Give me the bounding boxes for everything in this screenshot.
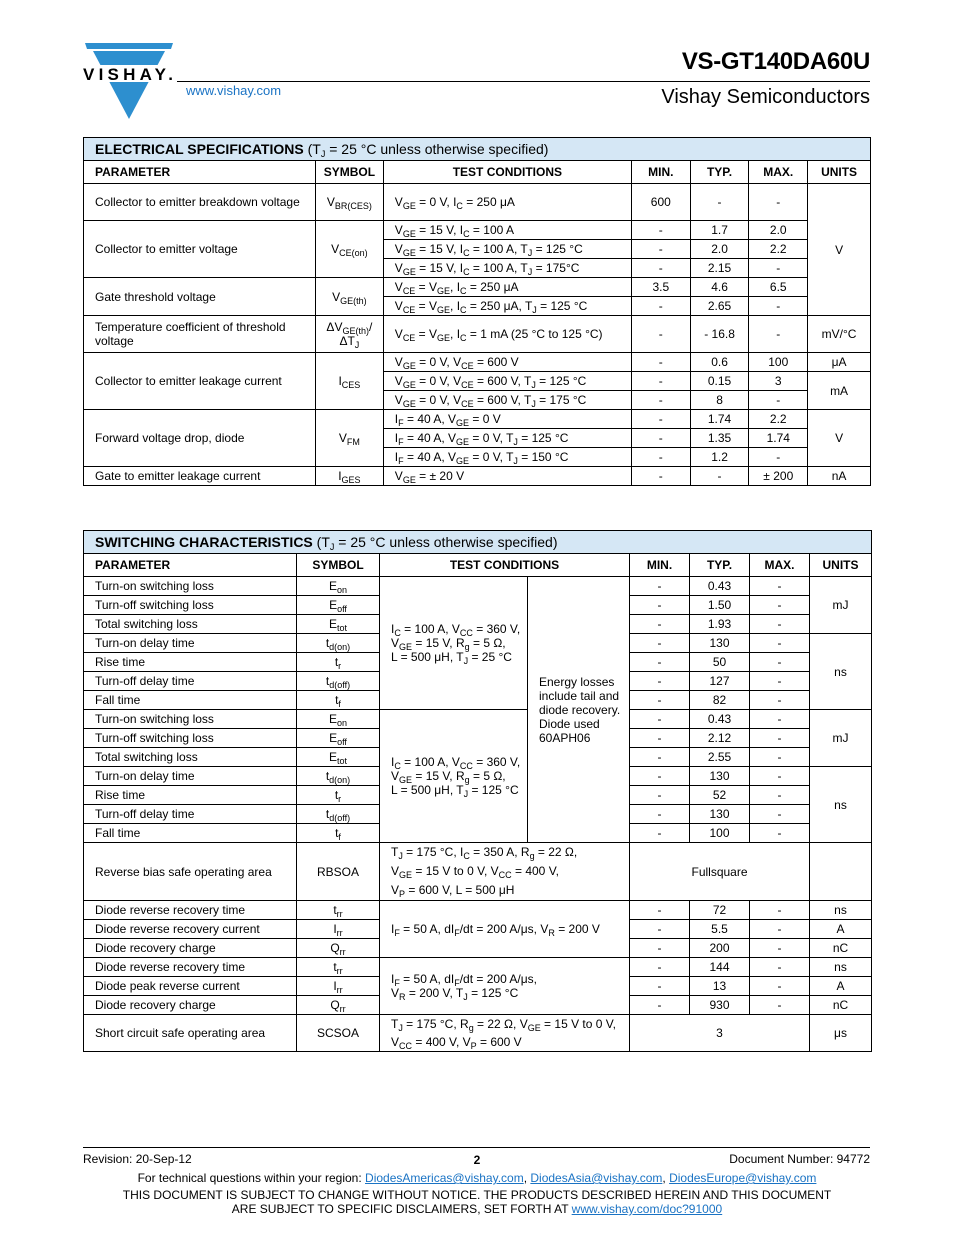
typ-cell: 5.5 <box>690 920 750 939</box>
min-cell: - <box>630 634 690 653</box>
min-cell: - <box>631 240 690 259</box>
max-cell: - <box>750 977 810 996</box>
symbol-cell: $I_{rr}$ <box>297 920 380 939</box>
units-cell: A <box>810 920 872 939</box>
typ-cell: 130 <box>690 767 750 786</box>
max-cell: - <box>749 184 808 221</box>
test-condition-cell: $V_{GE} = 15$ V, $I_C = 100$ A <box>383 221 631 240</box>
logo-text: VISHAY. <box>83 65 173 84</box>
units-cell <box>810 843 872 901</box>
test-condition-cell: $I_F = 40$ A, $V_{GE} = 0$ V, $T_J = 125$ °C <box>383 429 631 448</box>
typ-cell: 0.6 <box>690 353 749 372</box>
document-number: Document Number: 94772 <box>729 1152 870 1166</box>
table-row <box>84 843 872 901</box>
col-header-parameter: PARAMETER <box>84 161 316 184</box>
test-condition-cell: $V_{GE} = 0$ V, $V_{CE} = 600$ V, $T_J = 125$ °C <box>383 372 631 391</box>
min-cell: - <box>630 977 690 996</box>
min-cell: - <box>631 410 690 429</box>
parameter-cell: Diode reverse recovery current <box>84 920 297 939</box>
col-header-typ: TYP. <box>690 161 749 184</box>
symbol-cell: $t_r$ <box>297 786 380 805</box>
col-header-symbol: SYMBOL <box>297 554 380 577</box>
min-cell: - <box>631 372 690 391</box>
symbol-cell: $t_f$ <box>297 824 380 843</box>
symbol-cell: $t_{rr}$ <box>297 901 380 920</box>
parameter-cell: Total switching loss <box>84 748 297 767</box>
units-cell: ns <box>810 767 872 843</box>
max-cell: 1.74 <box>749 429 808 448</box>
parameter-cell: Gate to emitter leakage current <box>84 467 316 486</box>
typ-cell: 0.43 <box>690 577 750 596</box>
max-cell: - <box>750 729 810 748</box>
table-row <box>84 410 871 429</box>
min-cell: - <box>630 653 690 672</box>
typ-cell: 1.93 <box>690 615 750 634</box>
typ-cell: - <box>690 467 749 486</box>
max-cell: - <box>750 577 810 596</box>
parameter-cell: Turn-off switching loss <box>84 596 297 615</box>
electrical-header: ELECTRICAL SPECIFICATIONS ($T_J = 25$ °C unless otherwise specified) <box>84 138 871 161</box>
symbol-cell: $\Delta V_{GE(th)}/\Delta T_J$ <box>315 316 383 353</box>
parameter-cell: Turn-on delay time <box>84 767 297 786</box>
parameter-cell: Diode reverse recovery time <box>84 901 297 920</box>
parameter-cell: Turn-off delay time <box>84 805 297 824</box>
min-cell: 600 <box>631 184 690 221</box>
max-cell: - <box>750 920 810 939</box>
min-cell: - <box>631 448 690 467</box>
typ-cell: 130 <box>690 805 750 824</box>
units-cell: ns <box>810 634 872 710</box>
parameter-cell: Total switching loss <box>84 615 297 634</box>
max-cell: - <box>750 767 810 786</box>
col-header-testconditions: TEST CONDITIONS <box>380 554 630 577</box>
symbol-cell: $t_f$ <box>297 691 380 710</box>
typ-cell: 144 <box>690 958 750 977</box>
parameter-cell: Fall time <box>84 824 297 843</box>
value-cell: Fullsquare <box>630 843 810 901</box>
symbol-cell: $E_{tot}$ <box>297 748 380 767</box>
max-cell: 3 <box>749 372 808 391</box>
units-cell: μA <box>808 353 871 372</box>
typ-cell: 130 <box>690 634 750 653</box>
test-condition-cell: $T_J = 175$ °C, $R_g = 22$ Ω, $V_{GE} = 15$ V to 0 V, $V_{CC} = 400$ V, $V_P = 600$ V <box>380 1015 630 1052</box>
symbol-cell: $I_{GES}$ <box>315 467 383 486</box>
units-cell: V <box>808 184 871 316</box>
parameter-cell: Collector to emitter voltage <box>84 221 316 278</box>
symbol-cell: $t_r$ <box>297 653 380 672</box>
disclaimer-line-1: THIS DOCUMENT IS SUBJECT TO CHANGE WITHOUT NOTICE. THE PRODUCTS DESCRIBED HEREIN AND THIS DOCUMENT <box>122 1188 832 1202</box>
typ-cell: 0.43 <box>690 710 750 729</box>
parameter-cell: Temperature coefficient of threshold voltage <box>84 316 316 353</box>
column-headers <box>84 161 871 184</box>
min-cell: - <box>630 691 690 710</box>
table-row <box>84 316 871 353</box>
parameter-cell: Turn-on switching loss <box>84 577 297 596</box>
table-row <box>84 710 872 729</box>
max-cell: - <box>750 958 810 977</box>
typ-cell: 72 <box>690 901 750 920</box>
test-condition-cell: $I_F = 40$ A, $V_{GE} = 0$ V, $T_J = 150$ °C <box>383 448 631 467</box>
symbol-cell: $E_{off}$ <box>297 729 380 748</box>
min-cell: - <box>630 596 690 615</box>
max-cell: - <box>750 824 810 843</box>
test-condition-cell: $V_{CE} = V_{GE}$, $I_C = 250$ μA <box>383 278 631 297</box>
parameter-cell: Turn-on switching loss <box>84 710 297 729</box>
min-cell: - <box>631 259 690 278</box>
test-condition-cell: $I_C = 100$ A, $V_{CC} = 360$ V, $V_{GE} = 15$ V, $R_g = 5$ Ω, L = 500 μH, $T_J = 25$ °C <box>380 577 528 710</box>
test-condition-cell: $V_{GE} = 0$ V, $I_C = 250$ μA <box>383 184 631 221</box>
col-header-units: UNITS <box>808 161 871 184</box>
parameter-cell: Forward voltage drop, diode <box>84 410 316 467</box>
test-condition-cell: $V_{CE} = V_{GE}$, $I_C = 1$ mA (25 °C to 125 °C) <box>383 316 631 353</box>
typ-cell: 1.50 <box>690 596 750 615</box>
typ-cell: - <box>690 184 749 221</box>
part-number: VS-GT140DA60U <box>681 48 870 75</box>
parameter-cell: Collector to emitter leakage current <box>84 353 316 410</box>
symbol-cell: $t_{d(on)}$ <box>297 767 380 786</box>
email-americas[interactable]: DiodesAmericas@vishay.com <box>365 1171 524 1185</box>
parameter-cell: Short circuit safe operating area <box>84 1015 297 1052</box>
parameter-cell: Diode peak reverse current <box>84 977 297 996</box>
symbol-cell: $Q_{rr}$ <box>297 939 380 958</box>
parameter-cell: Diode recovery charge <box>84 996 297 1015</box>
symbol-cell: $I_{rr}$ <box>297 977 380 996</box>
parameter-cell: Diode reverse recovery time <box>84 958 297 977</box>
max-cell: - <box>750 996 810 1015</box>
typ-cell: 2.0 <box>690 240 749 259</box>
units-cell: mJ <box>810 710 872 767</box>
max-cell: - <box>750 653 810 672</box>
min-cell: - <box>630 577 690 596</box>
typ-cell: 2.12 <box>690 729 750 748</box>
max-cell: - <box>750 596 810 615</box>
parameter-cell: Reverse bias safe operating area <box>84 843 297 901</box>
units-cell: μs <box>810 1015 872 1052</box>
max-cell: - <box>750 691 810 710</box>
max-cell: - <box>749 297 808 316</box>
min-cell: - <box>631 429 690 448</box>
typ-cell: 2.15 <box>690 259 749 278</box>
typ-cell: 1.74 <box>690 410 749 429</box>
min-cell: - <box>630 805 690 824</box>
max-cell: - <box>750 634 810 653</box>
min-cell: - <box>630 958 690 977</box>
test-condition-cell: $I_F = 40$ A, $V_{GE} = 0$ V <box>383 410 631 429</box>
min-cell: - <box>630 615 690 634</box>
table-row <box>84 467 871 486</box>
max-cell: 6.5 <box>749 278 808 297</box>
min-cell: - <box>631 297 690 316</box>
max-cell: - <box>749 259 808 278</box>
typ-cell: 200 <box>690 939 750 958</box>
min-cell: - <box>630 710 690 729</box>
test-condition-cell: $V_{GE} = 15$ V, $I_C = 100$ A, $T_J = 175^\circ C$ <box>383 259 631 278</box>
typ-cell: 2.65 <box>690 297 749 316</box>
parameter-cell: Turn-off switching loss <box>84 729 297 748</box>
col-header-max: MAX. <box>749 161 808 184</box>
symbol-cell: $I_{CES}$ <box>315 353 383 410</box>
typ-cell: 82 <box>690 691 750 710</box>
max-cell: - <box>750 748 810 767</box>
symbol-cell: $V_{FM}$ <box>315 410 383 467</box>
disclaimer-link[interactable]: www.vishay.com/doc?91000 <box>571 1202 723 1216</box>
test-condition-cell: $V_{GE} = 0$ V, $V_{CE} = 600$ V <box>383 353 631 372</box>
parameter-cell: Fall time <box>84 691 297 710</box>
parameter-cell: Diode recovery charge <box>84 939 297 958</box>
typ-cell: 930 <box>690 996 750 1015</box>
parameter-cell: Rise time <box>84 786 297 805</box>
test-condition-cell: $I_C = 100$ A, $V_{CC} = 360$ V, $V_{GE} = 15$ V, $R_g = 5$ Ω, L = 500 μH, $T_J = 125$ °C <box>380 710 528 843</box>
col-header-max: MAX. <box>750 554 810 577</box>
max-cell: 2.2 <box>749 410 808 429</box>
symbol-cell: $V_{GE(th)}$ <box>315 278 383 316</box>
units-cell: nA <box>808 467 871 486</box>
table-row <box>84 184 871 221</box>
typ-cell: 8 <box>690 391 749 410</box>
units-cell: A <box>810 977 872 996</box>
min-cell: - <box>631 353 690 372</box>
table-row <box>84 1015 872 1052</box>
min-cell: - <box>630 920 690 939</box>
min-cell: - <box>630 786 690 805</box>
energy-note-cell: Energy losses include tail and diode recovery. Diode used 60APH06 <box>528 577 630 843</box>
min-cell: - <box>630 729 690 748</box>
units-cell: nC <box>810 996 872 1015</box>
col-header-typ: TYP. <box>690 554 750 577</box>
revision: Revision: 20-Sep-12 <box>83 1152 192 1166</box>
electrical-specifications-table <box>83 137 871 486</box>
symbol-cell: $V_{CE(on)}$ <box>315 221 383 278</box>
col-header-min: MIN. <box>630 554 690 577</box>
col-header-min: MIN. <box>631 161 690 184</box>
switching-header: SWITCHING CHARACTERISTICS ($T_J = 25$ °C unless otherwise specified) <box>84 531 872 554</box>
typ-cell: 13 <box>690 977 750 996</box>
company-name: Vishay Semiconductors <box>661 86 870 108</box>
max-cell: - <box>750 805 810 824</box>
page-number: 2 <box>473 1153 481 1167</box>
parameter-cell: Gate threshold voltage <box>84 278 316 316</box>
disclaimer-line-2: ARE SUBJECT TO SPECIFIC DISCLAIMERS, SET FORTH AT www.vishay.com/doc?91000 <box>231 1202 723 1216</box>
symbol-cell: $E_{on}$ <box>297 577 380 596</box>
test-condition-cell: $I_F = 50$ A, $dI_F/dt = 200$ A/μs, $V_R = 200$ V <box>380 901 630 958</box>
min-cell: - <box>631 316 690 353</box>
test-condition-cell: $T_J = 175$ °C, $I_C = 350$ A, $R_g = 22$ Ω, $V_{GE} = 15$ V to 0 V, $V_{CC} = 400$ V, $V_P = 600$ V, L = 500 μH <box>380 843 630 901</box>
min-cell: 3.5 <box>631 278 690 297</box>
symbol-cell: $V_{BR(CES)}$ <box>315 184 383 221</box>
table-row <box>84 958 872 977</box>
units-cell: ns <box>810 958 872 977</box>
typ-cell: 1.2 <box>690 448 749 467</box>
parameter-cell: Turn-off delay time <box>84 672 297 691</box>
typ-cell: 52 <box>690 786 750 805</box>
min-cell: - <box>630 939 690 958</box>
max-cell: - <box>750 672 810 691</box>
units-cell: ns <box>810 901 872 920</box>
units-cell: mJ <box>810 577 872 634</box>
email-asia[interactable]: DiodesAsia@vishay.com <box>530 1171 663 1185</box>
max-cell: ± 200 <box>749 467 808 486</box>
vishay-logo <box>83 43 175 119</box>
typ-cell: 2.55 <box>690 748 750 767</box>
min-cell: - <box>630 824 690 843</box>
max-cell: 2.2 <box>749 240 808 259</box>
min-cell: - <box>630 996 690 1015</box>
typ-cell: 0.15 <box>690 372 749 391</box>
typ-cell: 50 <box>690 653 750 672</box>
parameter-cell: Turn-on delay time <box>84 634 297 653</box>
max-cell: - <box>749 391 808 410</box>
min-cell: - <box>630 748 690 767</box>
typ-cell: - 16.8 <box>690 316 749 353</box>
col-header-symbol: SYMBOL <box>315 161 383 184</box>
switching-characteristics-table <box>83 530 872 1052</box>
test-condition-cell: $V_{GE}$ = ± 20 V <box>383 467 631 486</box>
min-cell: - <box>630 901 690 920</box>
min-cell: - <box>630 672 690 691</box>
table-row <box>84 221 871 240</box>
col-header-parameter: PARAMETER <box>84 554 297 577</box>
technical-questions: For technical questions within your region: DiodesAmericas@vishay.com, DiodesAsia@vishay.com, DiodesEurope@vishay.com <box>137 1171 817 1185</box>
units-cell: mV/°C <box>808 316 871 353</box>
email-europe[interactable]: DiodesEurope@vishay.com <box>669 1171 817 1185</box>
typ-cell: 100 <box>690 824 750 843</box>
test-condition-cell: $V_{CE} = V_{GE}$, $I_C = 250$ μA, $T_J = 125$ °C <box>383 297 631 316</box>
max-cell: 2.0 <box>749 221 808 240</box>
symbol-cell: $E_{on}$ <box>297 710 380 729</box>
typ-cell: 1.7 <box>690 221 749 240</box>
test-condition-cell: $I_F = 50$ A, $dI_F/dt = 200$ A/μs, $V_R = 200$ V, $T_J = 125$ °C <box>380 958 630 1015</box>
parameter-cell: Collector to emitter breakdown voltage <box>84 184 316 221</box>
max-cell: - <box>750 786 810 805</box>
min-cell: - <box>631 221 690 240</box>
col-header-testconditions: TEST CONDITIONS <box>383 161 631 184</box>
max-cell: - <box>750 939 810 958</box>
typ-cell: 4.6 <box>690 278 749 297</box>
min-cell: - <box>630 767 690 786</box>
footer-rule <box>83 1147 870 1148</box>
min-cell: - <box>631 391 690 410</box>
symbol-cell: $E_{off}$ <box>297 596 380 615</box>
symbol-cell: $Q_{rr}$ <box>297 996 380 1015</box>
website-link[interactable]: www.vishay.com <box>186 83 282 98</box>
typ-cell: 1.35 <box>690 429 749 448</box>
max-cell: 100 <box>749 353 808 372</box>
symbol-cell: $t_{rr}$ <box>297 958 380 977</box>
typ-cell: 127 <box>690 672 750 691</box>
max-cell: - <box>749 316 808 353</box>
symbol-cell: RBSOA <box>297 843 380 901</box>
parameter-cell: Rise time <box>84 653 297 672</box>
units-cell: mA <box>808 372 871 410</box>
table-row <box>84 577 872 596</box>
symbol-cell: SCSOA <box>297 1015 380 1052</box>
test-condition-cell: $V_{GE} = 15$ V, $I_C = 100$ A, $T_J = 125$ °C <box>383 240 631 259</box>
max-cell: - <box>750 615 810 634</box>
value-cell: 3 <box>630 1015 810 1052</box>
units-cell: nC <box>810 939 872 958</box>
symbol-cell: $E_{tot}$ <box>297 615 380 634</box>
symbol-cell: $t_{d(off)}$ <box>297 805 380 824</box>
test-condition-cell: $V_{GE} = 0$ V, $V_{CE} = 600$ V, $T_J = 175$ °C <box>383 391 631 410</box>
table-row <box>84 278 871 297</box>
min-cell: - <box>631 467 690 486</box>
max-cell: - <box>749 448 808 467</box>
max-cell: - <box>750 710 810 729</box>
column-headers <box>84 554 872 577</box>
max-cell: - <box>750 901 810 920</box>
col-header-units: UNITS <box>810 554 872 577</box>
units-cell: V <box>808 410 871 467</box>
symbol-cell: $t_{d(off)}$ <box>297 672 380 691</box>
table-row <box>84 353 871 372</box>
symbol-cell: $t_{d(on)}$ <box>297 634 380 653</box>
header-rule <box>177 81 870 82</box>
table-row <box>84 901 872 920</box>
